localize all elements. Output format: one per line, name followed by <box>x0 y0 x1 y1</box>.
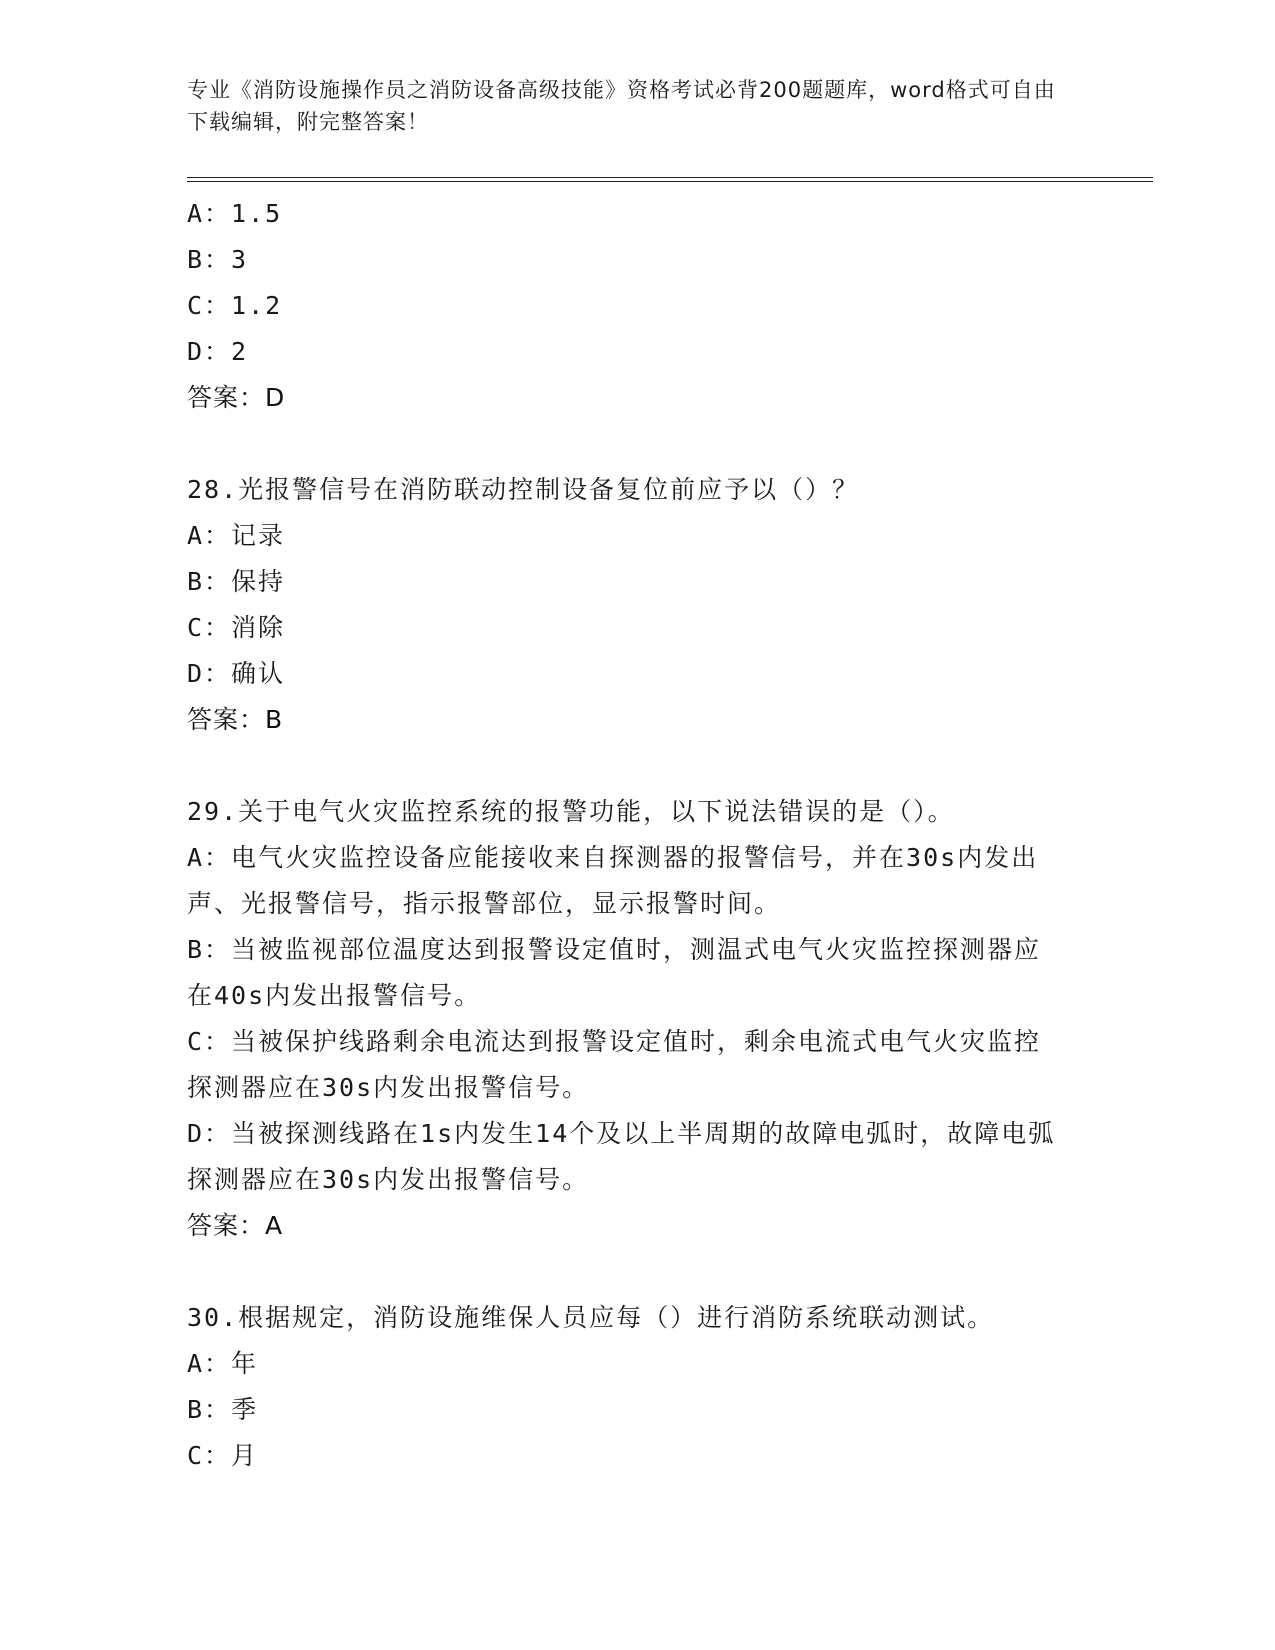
option-b: B：当被监视部位温度达到报警设定值时，测温式电气火灾监控探测器应在40s内发出报警信号。 <box>187 935 1042 1010</box>
answer: 答案：B <box>187 705 284 734</box>
option-b: B：保持 <box>187 567 286 596</box>
answer: 答案：D <box>187 383 286 412</box>
option-a: A：记录 <box>187 521 286 550</box>
question-text: 30.根据规定，消防设施维保人员应每（）进行消防系统联动测试。 <box>187 1303 995 1332</box>
question-28 <box>187 467 1087 743</box>
question-text: 29.关于电气火灾监控系统的报警功能，以下说法错误的是（）。 <box>187 797 955 826</box>
option-a: A：1.5 <box>187 199 283 228</box>
option-b: B：季 <box>187 1395 259 1424</box>
option-c: C：1.2 <box>187 291 283 320</box>
question-27 <box>187 191 1087 421</box>
answer: 答案：A <box>187 1211 284 1240</box>
option-d: D：2 <box>187 337 249 366</box>
option-a: A：年 <box>187 1349 259 1378</box>
question-list <box>187 191 1087 1479</box>
question-29 <box>187 789 1087 1249</box>
question-text: 28.光报警信号在消防联动控制设备复位前应予以（）？ <box>187 475 860 504</box>
option-d: D：当被探测线路在1s内发生14个及以上半周期的故障电弧时，故障电弧探测器应在30s内发出报警信号。 <box>187 1119 1056 1194</box>
option-b: B：3 <box>187 245 249 274</box>
option-c: C：月 <box>187 1441 259 1470</box>
spacer <box>187 743 1087 789</box>
option-a: A：电气火灾监控设备应能接收来自探测器的报警信号，并在30s内发出声、光报警信号，指示报警部位，显示报警时间。 <box>187 843 1039 918</box>
option-c: C：当被保护线路剩余电流达到报警设定值时，剩余电流式电气火灾监控探测器应在30s内发出报警信号。 <box>187 1027 1042 1102</box>
question-30 <box>187 1295 1087 1479</box>
document-header: 专业《消防设施操作员之消防设备高级技能》资格考试必背200题题库，word格式可自由下载编辑，附完整答案！ <box>187 78 1056 134</box>
option-d: D：确认 <box>187 659 286 688</box>
spacer <box>187 421 1087 467</box>
header-divider <box>187 177 1153 182</box>
spacer <box>187 1249 1087 1295</box>
option-c: C：消除 <box>187 613 286 642</box>
